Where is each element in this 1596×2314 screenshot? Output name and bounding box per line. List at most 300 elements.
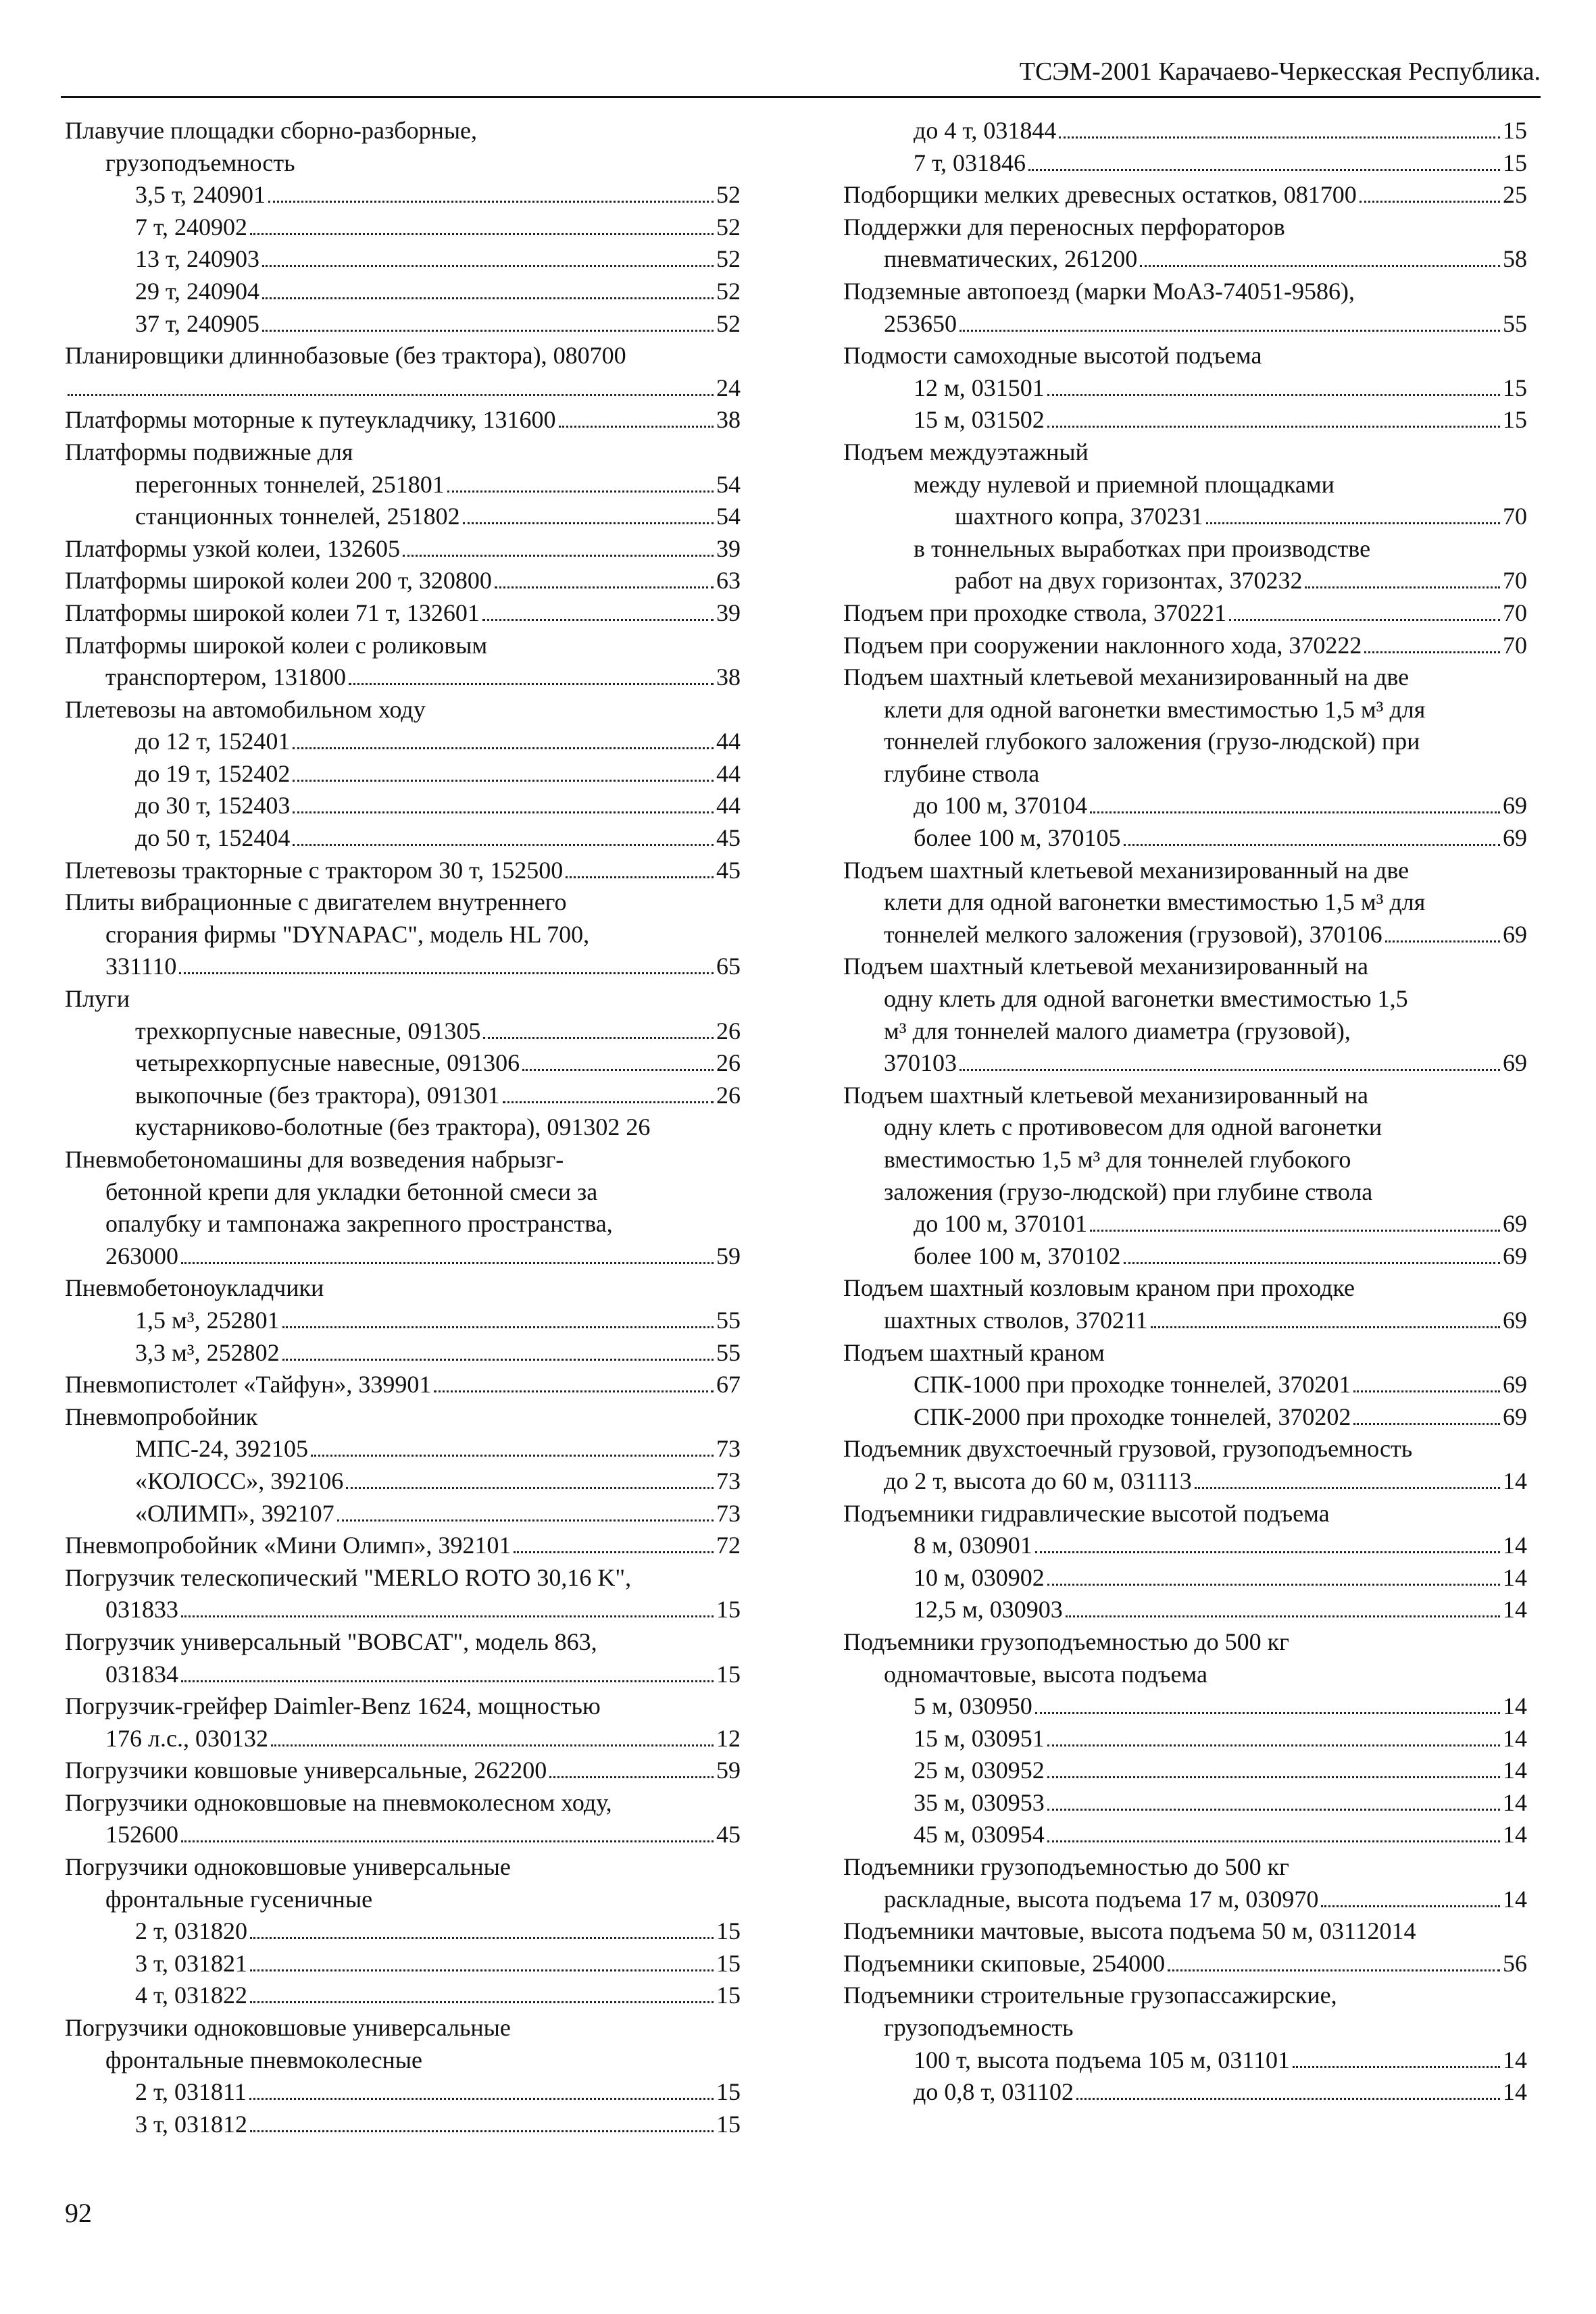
entry-text: 031834 (105, 1660, 178, 1688)
entry-text: до 4 т, 031844 (914, 117, 1057, 144)
index-entry (65, 1884, 741, 1916)
entry-text: СПК-2000 при проходке тоннелей, 370202 (914, 1403, 1351, 1430)
leader-dots (346, 1487, 714, 1489)
index-entry (65, 1626, 741, 1659)
leader-dots (522, 1069, 714, 1071)
entry-page: 15 (716, 1596, 741, 1624)
index-entry (843, 276, 1527, 308)
entry-text: клети для одной вагонетки вместимостью 1,5 м³ для (884, 695, 1426, 723)
entry-text: м³ для тоннелей малого диаметра (грузовой), (884, 1017, 1351, 1045)
index-entry (65, 2076, 741, 2109)
leader-dots (250, 2130, 714, 2132)
entry-page: 69 (1503, 1210, 1527, 1238)
leader-dots (1124, 1262, 1500, 1264)
index-entry (65, 919, 741, 951)
entry-page: 70 (1503, 631, 1527, 659)
entry-text: 3,5 т, 240901 (135, 181, 266, 209)
index-column-left (65, 115, 741, 2140)
entry-page: 67 (716, 1371, 741, 1399)
entry-page: 25 (1503, 181, 1527, 209)
leader-dots (1353, 1423, 1500, 1425)
index-entry (65, 822, 741, 855)
entry-page: 45 (716, 1821, 741, 1848)
entry-page: 73 (716, 1467, 741, 1494)
entry-page: 55 (1503, 309, 1527, 337)
entry-text: Подъемники мачтовые, высота подъема 50 м, 03112014 (843, 1917, 1416, 1945)
entry-text: 4 т, 031822 (135, 1982, 248, 2009)
leader-dots (250, 1969, 714, 1971)
page-header (61, 54, 1541, 98)
leader-dots (1364, 651, 1500, 653)
index-entry (65, 1080, 741, 1112)
leader-dots (1047, 426, 1500, 428)
entry-text: Подъемники строительные грузопассажирские, (843, 1982, 1337, 2009)
index-entry (843, 597, 1527, 630)
entry-text: более 100 м, 370102 (914, 1242, 1121, 1269)
entry-page: 69 (1503, 1306, 1527, 1334)
entry-text: Платформы моторные к путеукладчику, 131600 (65, 406, 556, 434)
index-entry (843, 1530, 1527, 1562)
leader-dots (1353, 1390, 1500, 1392)
entry-page: 39 (716, 599, 741, 626)
index-entry (65, 597, 741, 630)
leader-dots (181, 1680, 714, 1682)
entry-text: одномачтовые, высота подъема (884, 1660, 1207, 1688)
index-entry (843, 1723, 1527, 1755)
index-entry (843, 1305, 1527, 1337)
index-entry (65, 1208, 741, 1240)
entry-text: 12 м, 031501 (914, 374, 1045, 401)
entry-page: 24 (716, 374, 741, 401)
entry-text: Подмости самоходные высотой подъема (843, 342, 1262, 370)
leader-dots (1076, 2098, 1500, 2100)
entry-text: фронтальные гусеничные (105, 1885, 373, 1913)
entry-text: Подъем шахтный клетьевой механизированный на (843, 1081, 1369, 1109)
leader-dots (1047, 394, 1500, 396)
leader-dots (1305, 586, 1500, 588)
entry-text: Подъем шахтный клетьевой механизированный на (843, 953, 1369, 980)
index-entry (843, 1401, 1527, 1434)
leader-dots (503, 1101, 714, 1103)
entry-text: до 100 м, 370101 (914, 1210, 1088, 1238)
entry-text: шахтного копра, 370231 (955, 503, 1203, 530)
leader-dots (1047, 1840, 1500, 1842)
entry-text: вместимостью 1,5 м³ для тоннелей глубокого (884, 1146, 1351, 1173)
leader-dots (1140, 265, 1500, 267)
index-entry (843, 1047, 1527, 1080)
index-entry (65, 243, 741, 276)
entry-text: до 30 т, 152403 (135, 792, 291, 820)
entry-text: до 2 т, высота до 60 м, 031113 (884, 1467, 1192, 1494)
entry-page: 15 (1503, 406, 1527, 434)
entry-text: 2 т, 031811 (135, 2078, 247, 2106)
leader-dots (179, 972, 714, 974)
entry-text: Погрузчик телескопический "MERLO ROTO 30,16 K", (65, 1563, 632, 1591)
index-entry (65, 1948, 741, 1980)
entry-page: 45 (716, 856, 741, 884)
leader-dots (1293, 2066, 1500, 2068)
entry-text: грузоподъемность (884, 2014, 1074, 2042)
entry-text: Плиты вибрационные с двигателем внутреннего (65, 888, 567, 916)
entry-text: работ на двух горизонтах, 370232 (955, 567, 1303, 595)
index-entry (65, 115, 741, 147)
index-entry (65, 951, 741, 983)
entry-text: 100 т, высота подъема 105 м, 031101 (914, 2046, 1290, 2073)
leader-dots (566, 876, 714, 878)
index-entry (843, 1111, 1527, 1144)
leader-dots (1168, 1969, 1500, 1971)
index-entry (843, 1240, 1527, 1273)
index-entry (65, 276, 741, 308)
leader-dots (1047, 1584, 1500, 1586)
leader-dots (1206, 522, 1500, 524)
entry-page: 12 (716, 1724, 741, 1752)
entry-page: 14 (1503, 2078, 1527, 2106)
index-entry (843, 469, 1527, 501)
entry-page: 26 (716, 1049, 741, 1077)
entry-page: 69 (1503, 792, 1527, 820)
entry-page: 52 (716, 245, 741, 273)
index-entry (843, 1851, 1527, 1884)
leader-dots (482, 619, 714, 621)
index-entry (843, 919, 1527, 951)
index-entry (65, 1272, 741, 1305)
entry-page: 26 (716, 1081, 741, 1109)
leader-dots (447, 491, 714, 493)
entry-text: Подъемники грузоподъемностью до 500 кг (843, 1853, 1289, 1881)
leader-dots (293, 844, 714, 846)
entry-text: 15 м, 030951 (914, 1724, 1045, 1752)
entry-text: Пневмопробойник (65, 1403, 258, 1430)
entry-page: 14 (1503, 1467, 1527, 1494)
entry-text: 37 т, 240905 (135, 309, 260, 337)
index-column-right (843, 115, 1527, 2109)
entry-text: трехкорпусные навесные, 091305 (135, 1017, 481, 1045)
entry-page: 55 (716, 1338, 741, 1366)
entry-text: до 19 т, 152402 (135, 759, 291, 787)
entry-text: Погрузчики одноковшовые универсальные (65, 1853, 511, 1881)
index-entry (65, 1433, 741, 1465)
entry-page: 15 (716, 1949, 741, 1977)
leader-dots (311, 1455, 714, 1457)
index-entry (65, 1240, 741, 1273)
index-entry (65, 1915, 741, 1948)
entry-text: до 50 т, 152404 (135, 824, 291, 852)
index-entry (843, 1594, 1527, 1626)
leader-dots (262, 265, 714, 267)
entry-text: Плетевозы на автомобильном ходу (65, 695, 426, 723)
index-entry (65, 1530, 741, 1562)
entry-text: 3 т, 031812 (135, 2110, 248, 2138)
index-entry (65, 1723, 741, 1755)
entry-page: 54 (716, 470, 741, 498)
index-entry (65, 1015, 741, 1048)
index-entry (843, 822, 1527, 855)
entry-text: до 12 т, 152401 (135, 728, 291, 755)
index-entry (65, 1337, 741, 1369)
entry-page: 52 (716, 277, 741, 305)
index-entry (843, 855, 1527, 887)
index-entry (843, 340, 1527, 372)
index-entry (65, 533, 741, 565)
leader-dots (1360, 201, 1500, 203)
leader-dots (250, 233, 714, 235)
index-entry (65, 1305, 741, 1337)
entry-page: 14 (1503, 1532, 1527, 1559)
index-entry (65, 308, 741, 341)
entry-text: грузоподъемность (105, 149, 295, 176)
entry-page: 15 (1503, 117, 1527, 144)
index-entry (843, 243, 1527, 276)
entry-text: раскладные, высота подъема 17 м, 030970 (884, 1885, 1319, 1913)
leader-dots (250, 1937, 714, 1939)
index-entry (843, 179, 1527, 211)
leader-dots (1090, 1230, 1500, 1232)
index-entry (843, 1980, 1527, 2012)
leader-dots (1035, 1551, 1500, 1553)
entry-text: Подъем при проходке ствола, 370221 (843, 599, 1226, 626)
index-entry (65, 436, 741, 469)
entry-page: 14 (1503, 1788, 1527, 1816)
entry-text: 12,5 м, 030903 (914, 1596, 1063, 1624)
leader-dots (495, 586, 714, 588)
leader-dots (268, 201, 714, 203)
entry-text: 152600 (105, 1821, 178, 1848)
entry-text: транспортером, 131800 (105, 663, 346, 691)
leader-dots (181, 1615, 714, 1617)
index-entry (65, 630, 741, 662)
entry-text: Пневмопистолет «Тайфун», 339901 (65, 1371, 432, 1399)
entry-text: Пневмопробойник «Мини Олимп», 392101 (65, 1532, 512, 1559)
entry-page: 52 (716, 213, 741, 241)
entry-text: 29 т, 240904 (135, 277, 260, 305)
index-entry (65, 404, 741, 436)
entry-text: глубине ствола (884, 759, 1040, 787)
index-entry (65, 886, 741, 919)
index-entry (843, 1015, 1527, 1048)
entry-page: 15 (716, 1660, 741, 1688)
entry-text: тоннелей мелкого заложения (грузовой), 370106 (884, 920, 1382, 948)
entry-text: 45 м, 030954 (914, 1821, 1045, 1848)
index-entry (65, 790, 741, 822)
leader-dots (293, 811, 714, 813)
entry-page: 44 (716, 759, 741, 787)
index-entry (843, 983, 1527, 1015)
entry-page: 14 (1503, 1692, 1527, 1720)
entry-page: 26 (716, 1017, 741, 1045)
entry-text: 3,3 м³, 252802 (135, 1338, 280, 1366)
leader-dots (1047, 1809, 1500, 1811)
index-entry (843, 951, 1527, 983)
entry-text: 7 т, 240902 (135, 213, 248, 241)
entry-text: 2 т, 031820 (135, 1917, 248, 1945)
leader-dots (1090, 811, 1500, 813)
leader-dots (1195, 1487, 1500, 1489)
index-entry (65, 1755, 741, 1787)
leader-dots (1066, 1615, 1500, 1617)
index-entry (843, 1465, 1527, 1498)
index-entry (843, 630, 1527, 662)
entry-text: Подборщики мелких древесных остатков, 081700 (843, 181, 1357, 209)
entry-text: Платформы широкой колеи 71 т, 132601 (65, 599, 480, 626)
index-entry (843, 758, 1527, 790)
entry-page: 63 (716, 567, 741, 595)
entry-page: 55 (716, 1306, 741, 1334)
entry-page: 65 (716, 953, 741, 980)
index-entry (65, 1787, 741, 1819)
index-entry (843, 1433, 1527, 1465)
entry-text: Платформы подвижные для (65, 438, 353, 466)
entry-page: 52 (716, 309, 741, 337)
entry-text: перегонных тоннелей, 251801 (135, 470, 445, 498)
entry-text: 13 т, 240903 (135, 245, 260, 273)
entry-text: Подъемники скиповые, 254000 (843, 1949, 1166, 1977)
index-entry (65, 661, 741, 694)
entry-page: 15 (1503, 374, 1527, 401)
leader-dots (1059, 136, 1500, 139)
leader-dots (181, 1262, 714, 1264)
leader-dots (249, 2098, 714, 2100)
index-entry (65, 758, 741, 790)
entry-text: станционных тоннелей, 251802 (135, 503, 460, 530)
leader-dots (293, 747, 714, 749)
leader-dots (1028, 169, 1500, 171)
entry-text: Подъем шахтный краном (843, 1338, 1105, 1366)
entry-text: Плуги (65, 985, 130, 1013)
index-entry (843, 147, 1527, 180)
index-entry (843, 1884, 1527, 1916)
index-entry (65, 1690, 741, 1723)
index-entry (843, 1498, 1527, 1530)
index-entry (65, 1659, 741, 1691)
entry-page: 54 (716, 503, 741, 530)
entry-text: 25 м, 030952 (914, 1757, 1045, 1784)
leader-dots (1229, 619, 1500, 621)
entry-text: 253650 (884, 309, 957, 337)
entry-text: Подъем шахтный клетьевой механизированный на две (843, 663, 1410, 691)
index-entry (843, 1659, 1527, 1691)
leader-dots (434, 1390, 714, 1392)
index-entry (65, 1819, 741, 1851)
entry-page: 56 (1503, 1949, 1527, 1977)
entry-text: 331110 (105, 953, 177, 980)
index-entry (843, 533, 1527, 565)
entry-text: Подъемник двухстоечный грузовой, грузоподъемность (843, 1435, 1413, 1463)
index-entry (843, 726, 1527, 758)
entry-page: 15 (716, 2110, 741, 2138)
index-entry (843, 1208, 1527, 1240)
index-entry (843, 1755, 1527, 1787)
index-entry (843, 372, 1527, 405)
leader-dots (271, 1744, 714, 1746)
index-entry (843, 1176, 1527, 1209)
index-entry (843, 1915, 1527, 1948)
entry-text: до 100 м, 370104 (914, 792, 1088, 820)
index-entry (65, 1980, 741, 2012)
index-entry (843, 1690, 1527, 1723)
leader-dots (250, 2001, 714, 2003)
entry-text: Поддержки для переносных перфораторов (843, 213, 1285, 241)
index-entry (65, 1176, 741, 1209)
entry-page: 69 (1503, 824, 1527, 852)
entry-text: Подъемники грузоподъемностью до 500 кг (843, 1628, 1289, 1655)
index-entry (65, 1047, 741, 1080)
entry-text: МПС-24, 392105 (135, 1435, 309, 1463)
entry-text: Погрузчики одноковшовые на пневмоколесном ходу, (65, 1788, 612, 1816)
leader-dots (559, 426, 714, 428)
index-entry (843, 501, 1527, 533)
index-entry (65, 147, 741, 180)
index-entry (843, 790, 1527, 822)
leader-dots (463, 522, 714, 524)
index-entry (843, 1562, 1527, 1594)
index-entry (65, 501, 741, 533)
leader-dots (514, 1551, 714, 1553)
entry-page: 14 (1503, 2046, 1527, 2073)
header-title: ТСЭМ-2001 Карачаево-Черкесская Республика. (1019, 57, 1541, 86)
entry-text: Пневмобетоноукладчики (65, 1274, 324, 1302)
leader-dots (1321, 1905, 1500, 1907)
leader-dots (262, 297, 714, 299)
index-entry (65, 179, 741, 211)
index-entry (843, 404, 1527, 436)
entry-text: Погрузчики одноковшовые универсальные (65, 2014, 511, 2042)
index-entry (65, 565, 741, 597)
index-entry (65, 726, 741, 758)
entry-text: 176 л.с., 030132 (105, 1724, 268, 1752)
index-entry (65, 372, 741, 405)
index-entry (843, 2012, 1527, 2044)
entry-text: «ОЛИМП», 392107 (135, 1499, 334, 1527)
index-entry (65, 1369, 741, 1401)
entry-page: 70 (1503, 599, 1527, 626)
index-entry (65, 1111, 741, 1144)
entry-text: одну клеть с противовесом для одной вагонетки (884, 1113, 1382, 1141)
entry-text: одну клеть для одной вагонетки вместимостью 1,5 (884, 985, 1408, 1013)
entry-page: 14 (1503, 1563, 1527, 1591)
entry-page: 69 (1503, 920, 1527, 948)
entry-text: Подземные автопоезд (марки МоАЗ-74051-9586), (843, 277, 1355, 305)
leader-dots (1151, 1326, 1500, 1328)
entry-page: 52 (716, 181, 741, 209)
entry-text: Погрузчик универсальный "BOBCAT", модель 863, (65, 1628, 597, 1655)
entry-page: 14 (1503, 1821, 1527, 1848)
entry-page: 59 (716, 1242, 741, 1269)
index-entry (843, 1948, 1527, 1980)
entry-text: четырехкорпусные навесные, 091306 (135, 1049, 520, 1077)
index-entry (843, 115, 1527, 147)
index-entry (843, 1819, 1527, 1851)
entry-page: 44 (716, 792, 741, 820)
entry-text: Платформы узкой колеи, 132605 (65, 534, 401, 562)
page-number: 92 (65, 2198, 92, 2228)
entry-page: 58 (1503, 245, 1527, 273)
leader-dots (282, 1359, 714, 1361)
leader-dots (549, 1776, 714, 1778)
entry-page: 69 (1503, 1242, 1527, 1269)
entry-page: 73 (716, 1499, 741, 1527)
entry-page: 59 (716, 1757, 741, 1784)
entry-text: кустарниково-болотные (без трактора), 091302 26 (135, 1113, 651, 1141)
leader-dots (483, 1037, 714, 1039)
entry-page: 14 (1503, 1885, 1527, 1913)
index-entry (843, 1337, 1527, 1369)
leader-dots (1047, 1776, 1500, 1778)
entry-page: 14 (1503, 1757, 1527, 1784)
leader-dots (403, 555, 714, 557)
index-entry (843, 2044, 1527, 2077)
leader-dots (1124, 844, 1500, 846)
